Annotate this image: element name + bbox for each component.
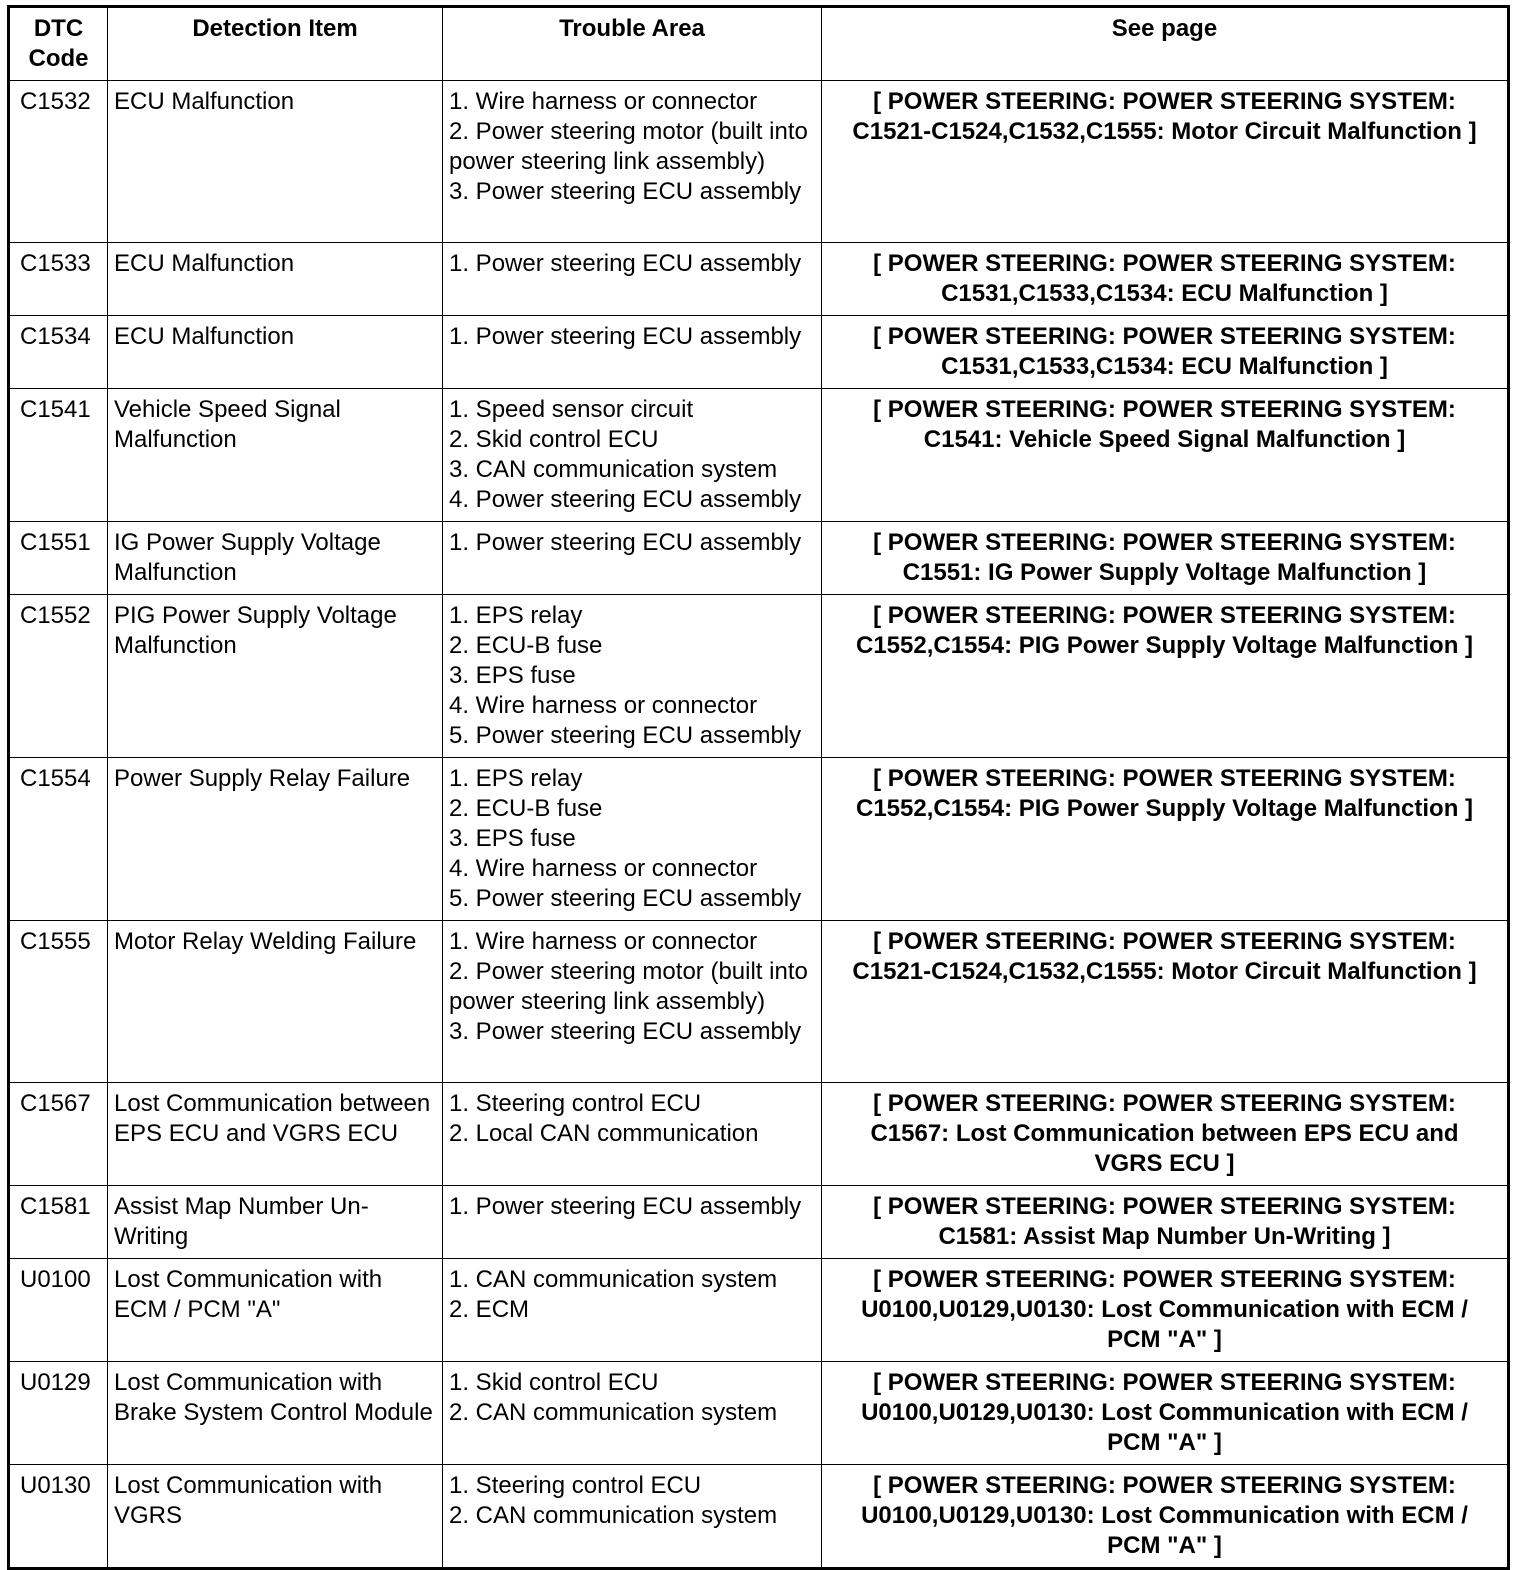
detection-item-cell: ECU Malfunction xyxy=(108,81,443,243)
table-row xyxy=(9,1362,1509,1465)
trouble-area-item: 1. Wire harness or connector xyxy=(449,928,758,955)
trouble-area-item: 1. Steering control ECU xyxy=(449,1472,702,1499)
trouble-area-item: 1. Speed sensor circuit xyxy=(449,396,694,423)
header-dtc-code: DTC Code xyxy=(9,7,108,81)
trouble-area-item: 1. Power steering ECU assembly xyxy=(449,529,802,556)
trouble-area-item: 4. Wire harness or connector xyxy=(449,692,758,719)
table-row xyxy=(9,595,1509,758)
trouble-area-item: 2. ECU-B fuse xyxy=(449,795,603,822)
trouble-area-item: 1. EPS relay xyxy=(449,602,583,629)
trouble-area-cell xyxy=(443,522,822,595)
trouble-area-cell xyxy=(443,316,822,389)
detection-item-cell: Motor Relay Welding Failure xyxy=(108,921,443,1083)
header-row xyxy=(9,7,1509,81)
trouble-area-item: 1. EPS relay xyxy=(449,765,583,792)
trouble-area-item: 2. Power steering motor (built into power steering link assembly) xyxy=(449,958,808,1015)
trouble-area-item: 3. EPS fuse xyxy=(449,825,576,852)
header-detection-item: Detection Item xyxy=(108,7,443,81)
dtc-code-cell: C1567 xyxy=(9,1083,108,1186)
dtc-code-cell: C1532 xyxy=(9,81,108,243)
trouble-area-cell xyxy=(443,595,822,758)
dtc-code-cell: C1533 xyxy=(9,243,108,316)
table-row xyxy=(9,316,1509,389)
detection-item-cell: Lost Communication between EPS ECU and VGRS ECU xyxy=(108,1083,443,1186)
trouble-area-cell xyxy=(443,1362,822,1465)
dtc-code-cell: C1554 xyxy=(9,758,108,921)
trouble-area-cell xyxy=(443,758,822,921)
table-row xyxy=(9,389,1509,522)
see-page-reference: [ POWER STEERING: POWER STEERING SYSTEM: C1552,C1554: PIG Power Supply Voltage Malfunction ] xyxy=(822,595,1509,758)
trouble-area-cell xyxy=(443,389,822,522)
trouble-area-item: 1. Skid control ECU xyxy=(449,1369,659,1396)
trouble-area-item: 2. Local CAN communication xyxy=(449,1120,759,1147)
trouble-area-item: 2. ECU-B fuse xyxy=(449,632,603,659)
detection-item-cell: Lost Communication with Brake System Control Module xyxy=(108,1362,443,1465)
trouble-area-item: 1. Power steering ECU assembly xyxy=(449,250,802,277)
table-body xyxy=(9,81,1509,1569)
table-row xyxy=(9,758,1509,921)
trouble-area-item: 4. Wire harness or connector xyxy=(449,855,758,882)
trouble-area-item: 2. CAN communication system xyxy=(449,1502,778,1529)
trouble-area-cell xyxy=(443,1465,822,1569)
header-see-page: See page xyxy=(822,7,1509,81)
detection-item-cell: Lost Communication with VGRS xyxy=(108,1465,443,1569)
trouble-area-item: 1. Power steering ECU assembly xyxy=(449,1193,802,1220)
trouble-area-item: 1. Power steering ECU assembly xyxy=(449,323,802,350)
see-page-reference: [ POWER STEERING: POWER STEERING SYSTEM: C1521-C1524,C1532,C1555: Motor Circuit Malfunction ] xyxy=(822,81,1509,243)
detection-item-cell: Vehicle Speed Signal Malfunction xyxy=(108,389,443,522)
table-row xyxy=(9,1083,1509,1186)
trouble-area-cell xyxy=(443,1186,822,1259)
dtc-code-cell: U0130 xyxy=(9,1465,108,1569)
detection-item-cell: PIG Power Supply Voltage Malfunction xyxy=(108,595,443,758)
trouble-area-item: 1. CAN communication system xyxy=(449,1266,778,1293)
trouble-area-item: 2. Skid control ECU xyxy=(449,426,659,453)
trouble-area-item: 1. Wire harness or connector xyxy=(449,88,758,115)
trouble-area-item: 2. CAN communication system xyxy=(449,1399,778,1426)
dtc-code-cell: U0129 xyxy=(9,1362,108,1465)
see-page-reference: [ POWER STEERING: POWER STEERING SYSTEM: C1567: Lost Communication between EPS ECU and VGRS ECU ] xyxy=(822,1083,1509,1186)
see-page-reference: [ POWER STEERING: POWER STEERING SYSTEM: C1531,C1533,C1534: ECU Malfunction ] xyxy=(822,316,1509,389)
trouble-area-cell xyxy=(443,1083,822,1186)
table-row xyxy=(9,1186,1509,1259)
dtc-code-cell: U0100 xyxy=(9,1259,108,1362)
table-row xyxy=(9,81,1509,243)
see-page-reference: [ POWER STEERING: POWER STEERING SYSTEM: C1521-C1524,C1532,C1555: Motor Circuit Malfunction ] xyxy=(822,921,1509,1083)
trouble-area-item: 3. Power steering ECU assembly xyxy=(449,178,802,205)
table-row xyxy=(9,243,1509,316)
trouble-area-item: 5. Power steering ECU assembly xyxy=(449,885,802,912)
dtc-code-cell: C1552 xyxy=(9,595,108,758)
table-row xyxy=(9,921,1509,1083)
see-page-reference: [ POWER STEERING: POWER STEERING SYSTEM: U0100,U0129,U0130: Lost Communication with ECM / PCM "A" ] xyxy=(822,1465,1509,1569)
see-page-reference: [ POWER STEERING: POWER STEERING SYSTEM: C1551: IG Power Supply Voltage Malfunction ] xyxy=(822,522,1509,595)
trouble-area-cell xyxy=(443,921,822,1083)
trouble-area-item: 3. Power steering ECU assembly xyxy=(449,1018,802,1045)
trouble-area-item: 1. Steering control ECU xyxy=(449,1090,702,1117)
trouble-area-cell xyxy=(443,1259,822,1362)
see-page-reference: [ POWER STEERING: POWER STEERING SYSTEM: C1531,C1533,C1534: ECU Malfunction ] xyxy=(822,243,1509,316)
header-trouble-area: Trouble Area xyxy=(443,7,822,81)
table-row xyxy=(9,1259,1509,1362)
dtc-code-cell: C1555 xyxy=(9,921,108,1083)
detection-item-cell: Lost Communication with ECM / PCM "A" xyxy=(108,1259,443,1362)
dtc-code-cell: C1551 xyxy=(9,522,108,595)
trouble-area-item: 3. CAN communication system xyxy=(449,456,778,483)
dtc-table xyxy=(7,5,1510,1570)
see-page-reference: [ POWER STEERING: POWER STEERING SYSTEM: C1552,C1554: PIG Power Supply Voltage Malfunction ] xyxy=(822,758,1509,921)
trouble-area-item: 5. Power steering ECU assembly xyxy=(449,722,802,749)
table-row xyxy=(9,522,1509,595)
trouble-area-cell xyxy=(443,243,822,316)
trouble-area-item: 4. Power steering ECU assembly xyxy=(449,486,802,513)
detection-item-cell: Power Supply Relay Failure xyxy=(108,758,443,921)
trouble-area-item: 2. ECM xyxy=(449,1296,530,1323)
detection-item-cell: IG Power Supply Voltage Malfunction xyxy=(108,522,443,595)
detection-item-cell: ECU Malfunction xyxy=(108,316,443,389)
dtc-code-cell: C1541 xyxy=(9,389,108,522)
trouble-area-item: 2. Power steering motor (built into power steering link assembly) xyxy=(449,118,808,175)
see-page-reference: [ POWER STEERING: POWER STEERING SYSTEM: U0100,U0129,U0130: Lost Communication with ECM / PCM "A" ] xyxy=(822,1259,1509,1362)
see-page-reference: [ POWER STEERING: POWER STEERING SYSTEM: C1581: Assist Map Number Un-Writing ] xyxy=(822,1186,1509,1259)
trouble-area-cell xyxy=(443,81,822,243)
see-page-reference: [ POWER STEERING: POWER STEERING SYSTEM: C1541: Vehicle Speed Signal Malfunction ] xyxy=(822,389,1509,522)
see-page-reference: [ POWER STEERING: POWER STEERING SYSTEM: U0100,U0129,U0130: Lost Communication with ECM / PCM "A" ] xyxy=(822,1362,1509,1465)
detection-item-cell: Assist Map Number Un-Writing xyxy=(108,1186,443,1259)
table-row xyxy=(9,1465,1509,1569)
dtc-code-cell: C1534 xyxy=(9,316,108,389)
trouble-area-item: 3. EPS fuse xyxy=(449,662,576,689)
dtc-code-cell: C1581 xyxy=(9,1186,108,1259)
detection-item-cell: ECU Malfunction xyxy=(108,243,443,316)
